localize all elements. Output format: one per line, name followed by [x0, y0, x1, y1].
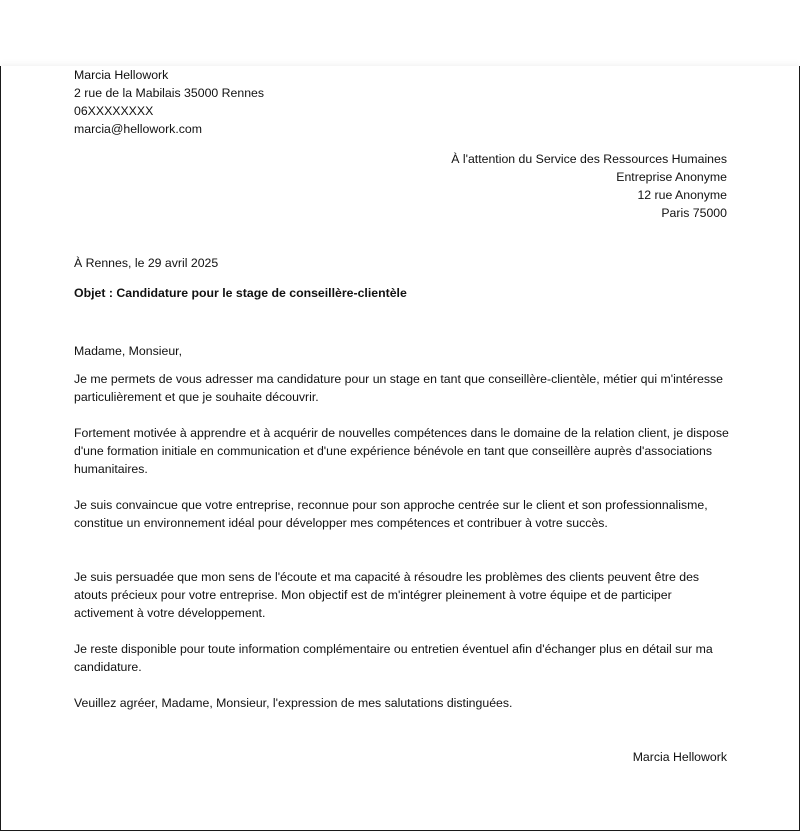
recipient-city: Paris 75000 — [661, 206, 727, 220]
salutation: Madame, Monsieur, — [74, 344, 182, 358]
sender-name: Marcia Hellowork — [74, 68, 169, 82]
recipient-attention: À l'attention du Service des Ressources Humaines — [451, 152, 727, 166]
recipient-street: 12 rue Anonyme — [637, 188, 727, 202]
top-whitespace — [0, 0, 800, 66]
sender-address: 2 rue de la Mabilais 35000 Rennes — [74, 86, 265, 100]
sender-email: marcia@hellowork.com — [74, 122, 202, 136]
paragraph-2: Fortement motivée à apprendre et à acquérir de nouvelles compétences dans le domaine de la relation client, je dispose d'une formation initiale en communication et d'une expérience bénévole en tant que conseillère auprès d'associations humanitaires. — [74, 426, 729, 476]
recipient-company: Entreprise Anonyme — [616, 170, 727, 184]
sender-phone: 06XXXXXXXX — [74, 104, 154, 118]
subject-line: Objet : Candidature pour le stage de conseillère-clientèle — [74, 286, 407, 300]
date-line: À Rennes, le 29 avril 2025 — [74, 256, 219, 270]
signature: Marcia Hellowork — [632, 750, 727, 764]
paragraph-5: Je reste disponible pour toute information complémentaire ou entretien éventuel afin d'échanger plus en détail sur ma candidature. — [74, 642, 713, 674]
closing-paragraph: Veuillez agréer, Madame, Monsieur, l'expression de mes salutations distinguées. — [74, 696, 513, 710]
paragraph-3: Je suis convaincue que votre entreprise, reconnue pour son approche centrée sur le client et son professionnalisme, constitue un environnement idéal pour développer mes compétences et contribuer à votre succès. — [74, 498, 708, 530]
letter-page — [0, 66, 800, 831]
paragraph-1: Je me permets de vous adresser ma candidature pour un stage en tant que conseillère-clientèle, métier qui m'intéresse particulièrement et que je souhaite découvrir. — [74, 372, 723, 404]
paragraph-4: Je suis persuadée que mon sens de l'écoute et ma capacité à résoudre les problèmes des clients peuvent être des atouts précieux pour votre entreprise. Mon objectif est de m'intégrer pleinement à votre équipe et de participer activement à votre développement. — [74, 570, 700, 620]
